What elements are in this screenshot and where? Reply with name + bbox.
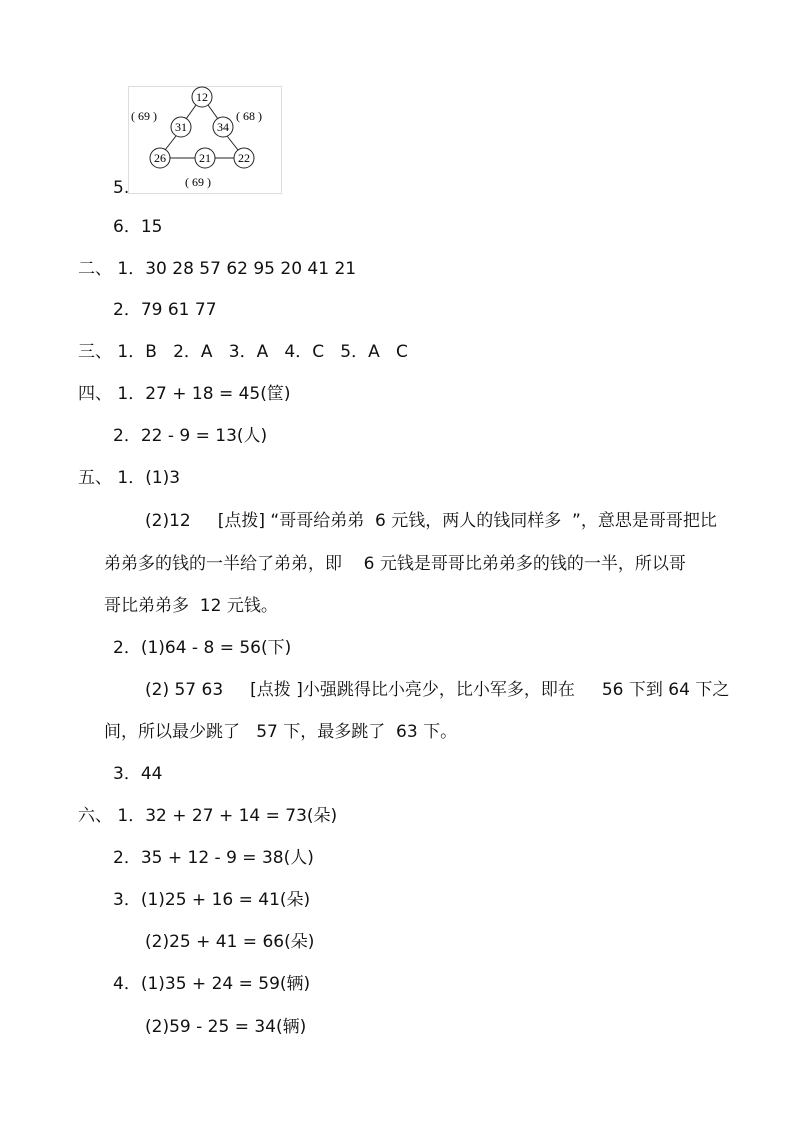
node-bottommid-value: 21 (199, 151, 211, 165)
section-5-answer-2a: 2．(1)64 - 8 = 56(下) (113, 638, 292, 658)
section-6-answer-4a: 4．(1)35 + 24 = 59(辆) (113, 974, 311, 994)
section-5-answer-1b-line3: 哥比弟弟多 12 元钱。 (104, 596, 278, 616)
section-5-answer-1b-line1: (2)12 [点拨] “哥哥给弟弟 6 元钱，两人的钱同样多 ”，意思是哥哥把比 (145, 511, 717, 531)
section-5-answer-1: 五、 1．(1)3 (78, 468, 181, 488)
section-5-answer-2b-line2: 间，所以最少跳了 57 下，最多跳了 63 下。 (104, 722, 458, 742)
sum-left-label: ( 69 ) (131, 109, 157, 123)
section-2-answer-1: 二、 1．30 28 57 62 95 20 41 21 (78, 259, 357, 279)
node-midright-value: 34 (217, 120, 229, 134)
answer-6: 6．15 (113, 217, 163, 237)
section-4-answer-2: 2．22 - 9 = 13(人) (113, 426, 268, 446)
node-top-value: 12 (196, 90, 208, 104)
section-4-answer-1: 四、 1．27 + 18 = 45(筐) (78, 384, 291, 404)
node-midleft-value: 31 (175, 120, 187, 134)
section-6-answer-3b: (2)25 + 41 = 66(朵) (145, 932, 315, 952)
section-3-answers: 三、 1．B 2．A 3．A 4．C 5．A C (78, 342, 408, 362)
answer-5-number: 5. (113, 178, 130, 198)
section-2-answer-2: 2．79 61 77 (113, 300, 217, 320)
section-5-answer-1b-line2: 弟弟多的钱的一半给了弟弟，即 6 元钱是哥哥比弟弟多的钱的一半，所以哥 (104, 554, 686, 574)
sum-bottom-label: ( 69 ) (185, 175, 211, 189)
section-6-answer-2: 2．35 + 12 - 9 = 38(人) (113, 848, 314, 868)
sum-right-label: ( 68 ) (236, 109, 262, 123)
triangle-sum-diagram (128, 86, 282, 194)
section-6-answer-4b: (2)59 - 25 = 34(辆) (145, 1017, 307, 1037)
node-bottomright-value: 22 (238, 151, 250, 165)
section-5-answer-3: 3．44 (113, 764, 163, 784)
section-6-answer-1: 六、 1．32 + 27 + 14 = 73(朵) (78, 806, 338, 826)
section-6-answer-3a: 3．(1)25 + 16 = 41(朵) (113, 890, 311, 910)
section-5-answer-2b-line1: (2) 57 63 [点拨 ]小强跳得比小亮少，比小军多，即在 56 下到 64 下之 (145, 680, 730, 700)
node-bottomleft-value: 26 (154, 151, 166, 165)
